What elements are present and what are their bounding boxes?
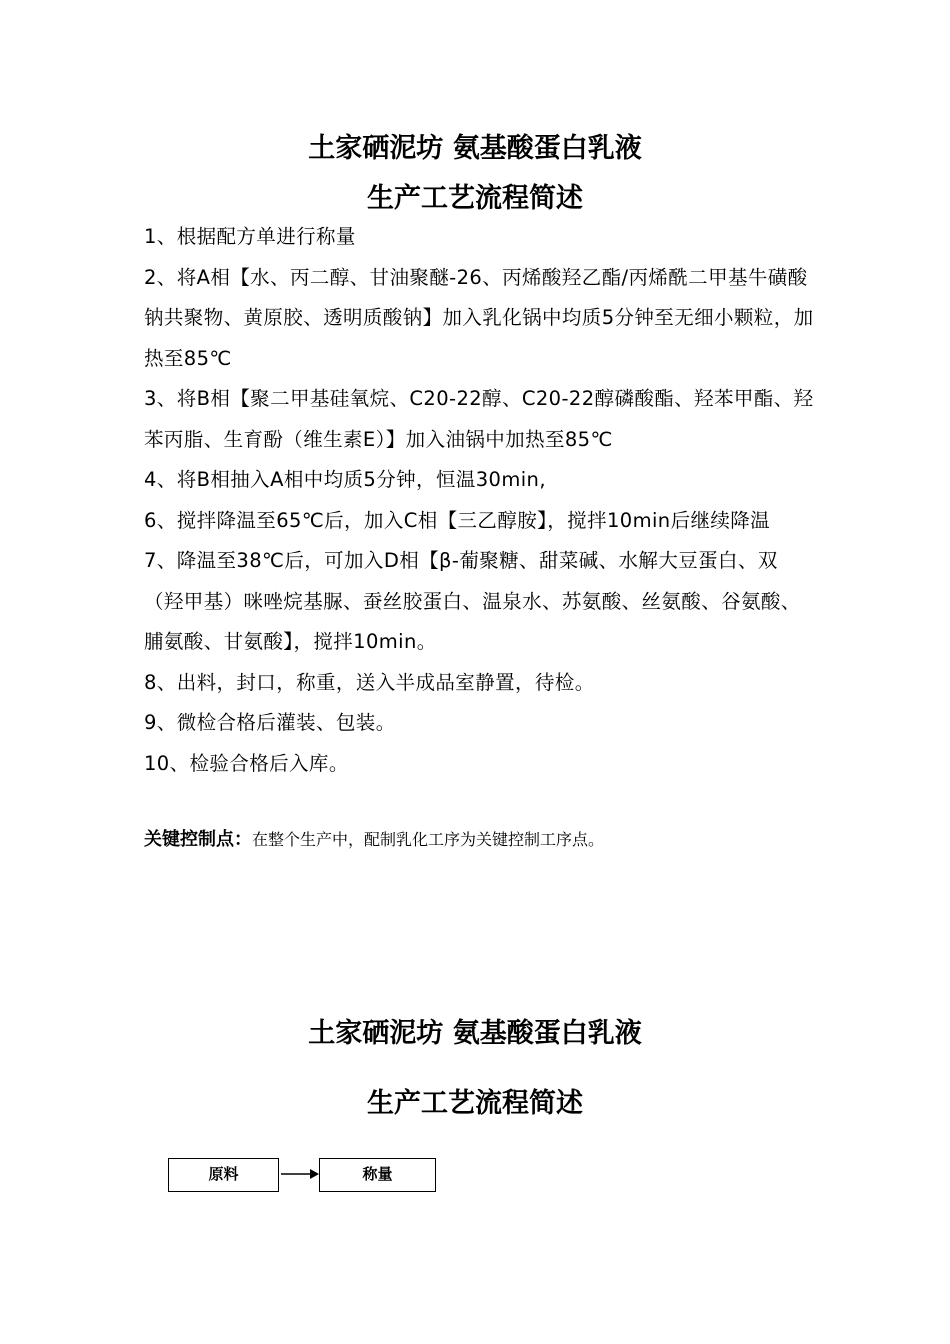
key-control-point-label: 关键控制点： [144, 829, 252, 850]
step-2: 2、将A相【水、丙二醇、甘油聚醚-26、丙烯酸羟乙酯/丙烯酰二甲基牛磺酸钠共聚物、黄原胶、透明质酸钠】加入乳化锅中均质5分钟至无细小颗粒，加热至85℃ [144, 265, 814, 370]
step-4: 4、将B相抽入A相中均质5分钟，恒温30min, [144, 468, 546, 491]
process-steps [144, 217, 814, 784]
step-1: 1、根据配方单进行称量 [144, 225, 356, 248]
key-control-point [144, 826, 814, 854]
step-9: 9、微检合格后灌装、包装。 [144, 711, 396, 734]
section2-title-line1: 土家硒泥坊 氨基酸蛋白乳液 [308, 1018, 642, 1049]
key-control-point-text: 在整个生产中，配制乳化工序为关键控制工序点。 [252, 830, 605, 849]
flow-arrow-icon [279, 1164, 321, 1184]
step-8: 8、出料，封口，称重，送入半成品室静置，待检。 [144, 670, 595, 694]
step-10: 10、检验合格后入库。 [144, 751, 349, 775]
step-7: 7、降温至38℃后，可加入D相【β-葡聚糖、甜菜碱、水解大豆蛋白、双（羟甲基）咪唑烷基脲、蚕丝胶蛋白、温泉水、苏氨酸、丝氨酸、谷氨酸、脯氨酸、甘氨酸】，搅拌10min。 [144, 549, 801, 653]
section1-title-line1: 土家硒泥坊 氨基酸蛋白乳液 [308, 133, 642, 164]
flow-box-weighing: 称量 [319, 1158, 436, 1192]
step-3: 3、将B相【聚二甲基硅氧烷、C20-22醇、C20-22醇磷酸酯、羟苯甲酯、羟苯丙脂、生育酚（维生素E）】加入油锅中加热至85℃ [144, 387, 814, 451]
section2-title-line2: 生产工艺流程简述 [367, 1088, 583, 1119]
section1-title-line2: 生产工艺流程简述 [367, 183, 583, 214]
flow-box-raw-material: 原料 [168, 1158, 279, 1192]
step-6: 6、搅拌降温至65℃后，加入C相【三乙醇胺】，搅拌10min后继续降温 [144, 508, 771, 532]
